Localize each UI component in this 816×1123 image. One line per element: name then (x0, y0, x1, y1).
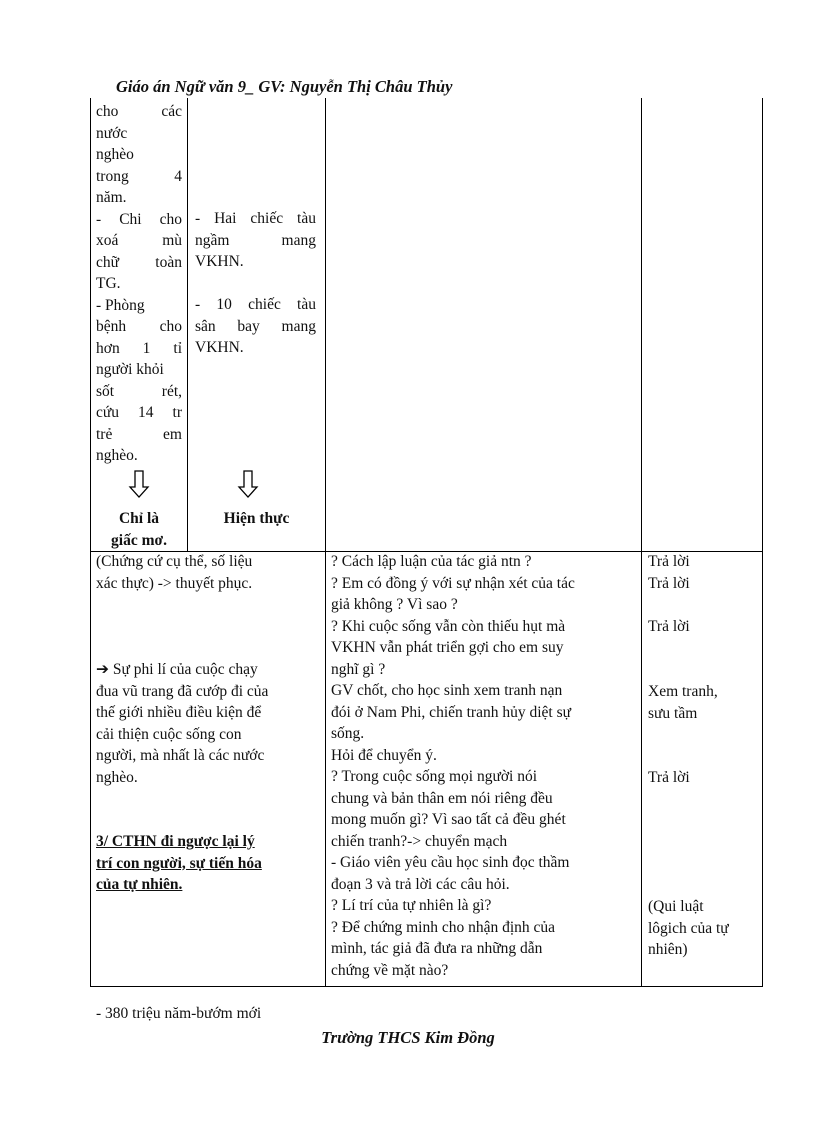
text-line: năm. (96, 189, 127, 206)
text-line: lôgich của tự (648, 919, 729, 937)
student-activity-2: Trả lời (648, 575, 690, 592)
text-line: trí con người, sự tiến hóa (96, 854, 262, 872)
page-header: Giáo án Ngữ văn 9_ GV: Nguyễn Thị Châu Thủy (116, 77, 453, 96)
text-line: Xem tranh, (648, 683, 718, 700)
table-col-divider-3 (641, 98, 642, 987)
text-line: người, mà nhất là các nước (96, 747, 265, 764)
text-line: 3/ CTHN đi ngược lại lý (96, 833, 255, 850)
down-arrow-icon (128, 470, 150, 498)
page-footer: Trường THCS Kim Đồng (321, 1028, 495, 1047)
text-line: cứu 14 tr (96, 404, 182, 421)
text-line: thế giới nhiều điều kiện để (96, 704, 262, 721)
text-line: sốt rét, (96, 382, 182, 400)
text-line: sưu tầm (648, 704, 698, 722)
table-col-divider-1 (187, 98, 188, 551)
top-col2-group1 (195, 208, 316, 273)
text-line: chữ toàn (96, 253, 182, 271)
text-line: VKHN. (195, 339, 244, 356)
text-line: - 10 chiếc tàu (195, 296, 316, 313)
text-line: ngầm mang (195, 231, 316, 249)
text-line: ? Để chứng minh cho nhận định của (331, 918, 556, 936)
conclusion-text (96, 659, 322, 788)
text-line: trong 4 (96, 167, 182, 185)
text-line: nghèo (96, 146, 134, 163)
text-line: chứng về mặt nào? (331, 961, 449, 979)
text-line: nhiên) (648, 941, 688, 958)
text-line: VKHN. (195, 253, 244, 270)
student-activity-6 (648, 896, 758, 961)
top-col2-group2 (195, 294, 316, 359)
text-line: đói ở Nam Phi, chiến tranh hủy diệt sự (331, 703, 572, 721)
text-line: VKHN vẫn phát triển gợi cho em suy (331, 639, 564, 656)
text-line: (Chứng cứ cụ thể, số liệu (96, 553, 253, 570)
text-line: ? Em có đồng ý với sự nhận xét của tác (331, 574, 575, 592)
text-line: cho các (96, 103, 182, 120)
text-line: trẻ em (96, 425, 182, 443)
text-line: ? Cách lập luận của tác giả ntn ? (331, 553, 532, 570)
text-line: - Phòng (96, 296, 145, 314)
text-line: hơn 1 tỉ (96, 339, 182, 357)
teacher-activity-text (331, 551, 636, 981)
text-line: nghĩ gì ? (331, 660, 386, 678)
text-line: TG. (96, 275, 121, 292)
text-line: giả không ? Vì sao ? (331, 596, 458, 613)
text-line: chung và bản thân em nói riêng đều (331, 789, 553, 807)
student-activity-4 (648, 681, 758, 724)
text-line: - 380 triệu năm-bướm mới (96, 1005, 262, 1022)
down-arrow-icon (237, 470, 259, 498)
text-line: bệnh cho (96, 318, 182, 335)
text-line: GV chốt, cho học sinh xem tranh nạn (331, 682, 563, 699)
bottom-col1-text (96, 551, 322, 594)
text-line: sống. (331, 725, 365, 742)
caption-reality: Hiện thực (223, 510, 290, 527)
text-line: của tự nhiên. (96, 876, 183, 893)
text-line: đoạn 3 và trả lời các câu hỏi. (331, 875, 510, 893)
table-col-divider-2 (325, 98, 326, 987)
text-line: xoá mù (96, 232, 182, 249)
student-activity-1: Trả lời (648, 553, 690, 570)
text-line: nước (96, 124, 128, 142)
text-line: đua vũ trang đã cướp đi của (96, 682, 269, 700)
text-line: người khỏi (96, 361, 164, 378)
text-line: (Qui luật (648, 898, 704, 915)
text-line: ? Khi cuộc sống vẫn còn thiếu hụt mà (331, 617, 566, 635)
text-line: nghèo. (96, 768, 138, 786)
caption-dream (91, 508, 187, 551)
text-line: mong muốn gì? Vì sao tất cả đều ghét (331, 811, 566, 828)
text-line: ➔ Sự phi lí của cuộc chạy (96, 661, 258, 678)
text-line: mình, tác giả đã đưa ra những dẫn (331, 940, 543, 957)
text-line: nghèo. (96, 447, 138, 464)
text-line: xác thực) -> thuyết phục. (96, 574, 253, 592)
text-line: Hỏi để chuyển ý. (331, 746, 437, 764)
text-line: - Giáo viên yêu cầu học sinh đọc thầm (331, 854, 570, 871)
text-line: chiến tranh?-> chuyển mạch (331, 832, 508, 850)
text-line: - Chi cho (96, 210, 182, 228)
text-line: ? Trong cuộc sống mọi người nói (331, 768, 538, 785)
text-line: - Hai chiếc tàu (195, 210, 316, 227)
text-line: giấc mơ. (111, 531, 167, 549)
student-activity-3: Trả lời (648, 618, 690, 635)
text-line: ? Lí trí của tự nhiên là gì? (331, 897, 492, 914)
table-right-border (762, 98, 763, 987)
text-line: Chỉ là (118, 510, 160, 527)
section-title (96, 831, 322, 896)
top-col1-text (96, 101, 182, 467)
text-line: sân bay mang (195, 317, 316, 335)
student-activity-5: Trả lời (648, 769, 690, 786)
text-line: cải thiện cuộc sống con (96, 725, 242, 743)
